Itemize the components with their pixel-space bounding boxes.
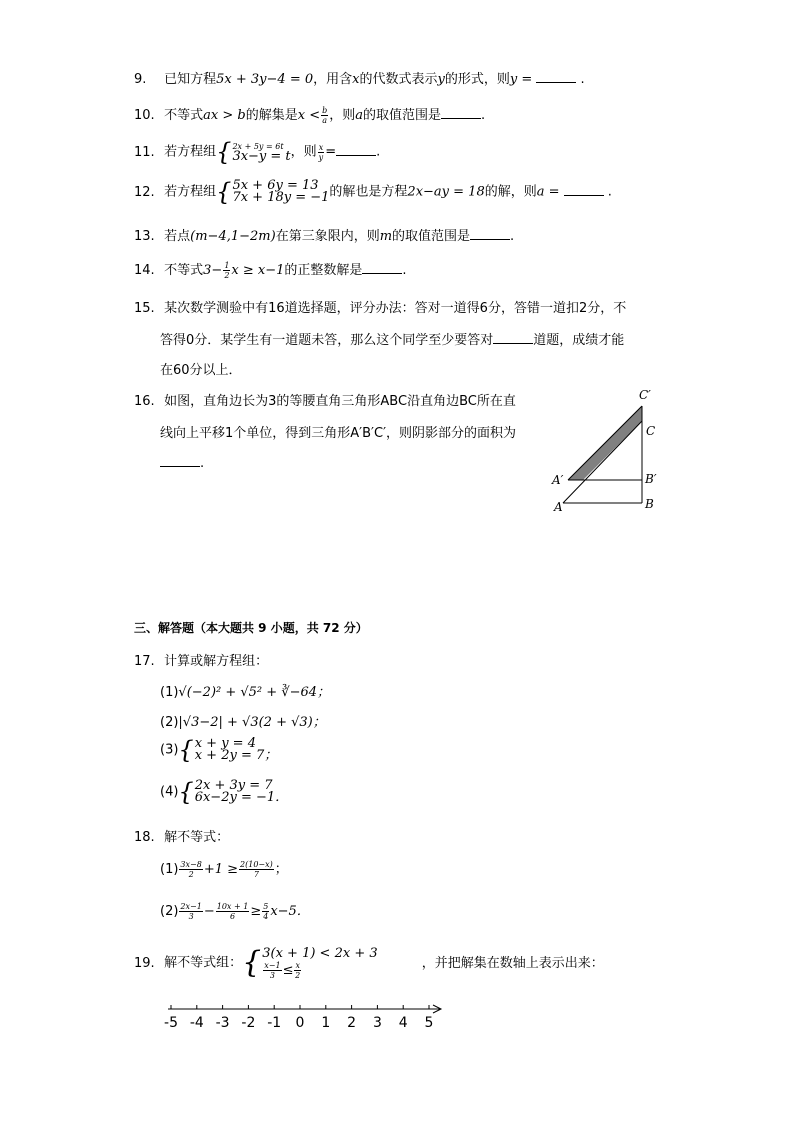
q18-part1 [160, 858, 288, 879]
text: . [200, 456, 205, 471]
tick-label: 2 [347, 1015, 357, 1031]
equation-line: 3x−y = t [232, 148, 291, 164]
text: 的代数式表示 [359, 72, 438, 87]
numerator: 2x−1 [180, 902, 202, 911]
text: 的解，则 [484, 184, 537, 200]
fraction [294, 961, 301, 980]
question-16 [134, 390, 516, 409]
label-c: C [646, 424, 656, 438]
q18-part2 [160, 900, 310, 921]
tick-label: -3 [215, 1015, 230, 1031]
numerator: x [295, 961, 300, 970]
question-12 [134, 180, 612, 204]
question-14 [134, 259, 407, 280]
tick-label: -2 [241, 1015, 256, 1031]
text: . [481, 108, 486, 123]
question-13 [134, 225, 514, 244]
text: 某次数学测验中有16道选择题，评分办法：答对一道得6分，答错一道扣2分，不 [164, 301, 627, 316]
tick-label: -4 [189, 1015, 204, 1031]
text: 解不等式组： [164, 955, 243, 971]
question-15 [134, 297, 626, 316]
tick-label: 1 [321, 1015, 331, 1031]
label-a-prime: A′ [552, 473, 564, 487]
numerator: x [318, 142, 324, 152]
part-label: (4) [160, 784, 179, 800]
answer-blank[interactable] [564, 183, 604, 196]
equation-system [216, 140, 291, 164]
answer-blank[interactable] [336, 143, 376, 156]
text: 道题，成绩才能 [533, 333, 625, 348]
fraction [321, 106, 328, 125]
edge-a-prime-c-prime [568, 406, 642, 480]
inequality-line: 3(x + 1) < 2x + 3 [262, 946, 378, 961]
text: 答得0分．某学生有一道题未答，那么这个同学至少要答对 [160, 333, 494, 348]
question-16-line3 [160, 454, 204, 471]
question-number: 10. [134, 108, 155, 123]
question-number: 9. [134, 72, 147, 87]
fraction [216, 902, 250, 921]
text: 已知方程 [164, 72, 217, 87]
tick-label: 5 [424, 1015, 434, 1031]
question-10 [134, 104, 485, 125]
fraction [179, 860, 202, 879]
expression: − [203, 904, 215, 919]
numerator: 10x + 1 [216, 902, 249, 911]
text: 的正整数解是 [284, 263, 363, 278]
text: 线向上平移1个单位，得到三角形A′B′C′，则阴影部分的面积为 [160, 426, 517, 441]
fraction [223, 261, 230, 280]
equation-line: 7x + 18y = −1 [232, 190, 330, 205]
text: 不等式 [164, 263, 204, 278]
q17-part4 [160, 780, 288, 804]
variable: a [355, 108, 363, 123]
numerator: 1 [224, 261, 230, 270]
denominator: a [322, 116, 328, 125]
label-b-prime: B′ [645, 472, 657, 486]
question-number: 11. [134, 144, 155, 160]
question-number: 17. [134, 654, 155, 669]
answer-blank[interactable] [160, 454, 200, 467]
brace: { [216, 138, 232, 166]
expression: x ≥ x−1 [231, 263, 285, 278]
label-a: A [554, 500, 563, 514]
text: 的解也是方程 [329, 184, 408, 200]
expression: |√3−2| + √3(2 + √3)； [178, 715, 326, 730]
question-number: 13. [134, 229, 155, 244]
text: 若方程组 [164, 184, 217, 200]
question-16-line2 [160, 422, 516, 441]
numerator: 5 [263, 902, 269, 911]
text: = [325, 144, 337, 160]
variable: y = [509, 72, 533, 87]
text: 如图，直角边长为3的等腰直角三角形ABC沿直角边BC所在直 [164, 394, 516, 409]
part-label: (2) [160, 904, 179, 919]
text: 在第三象限内，则 [275, 229, 380, 244]
expression: ≥ [250, 904, 262, 919]
question-number: 16. [134, 394, 155, 409]
denominator: 3 [188, 912, 194, 921]
fraction [318, 143, 325, 162]
tick-label: 4 [398, 1015, 408, 1031]
answer-blank[interactable] [470, 227, 510, 240]
text: ； [274, 862, 288, 877]
brace: { [178, 736, 194, 764]
variable: x < [297, 108, 321, 123]
denominator: 2 [188, 870, 194, 879]
tick-label: -1 [267, 1015, 282, 1031]
equation: 2x−ay = 18 [407, 184, 485, 200]
inequality: ax > b [203, 108, 246, 123]
part-label: (2) [160, 715, 179, 730]
text: . [580, 72, 585, 87]
variable: x [352, 72, 360, 87]
numerator: 3x−8 [180, 860, 202, 869]
question-11 [134, 140, 380, 164]
question-15-line2 [160, 329, 624, 348]
equation-line: 5x + 6y = 13 [232, 178, 319, 193]
numerator: b [322, 106, 328, 115]
text: ≤ [282, 963, 294, 978]
denominator: y [318, 152, 324, 162]
question-9 [134, 68, 585, 87]
denominator: 7 [253, 870, 259, 879]
question-17 [134, 650, 268, 669]
question-number: 18. [134, 830, 155, 845]
fraction [262, 902, 269, 921]
text: . [402, 263, 407, 278]
equation-line: x + y = 4 [194, 736, 256, 751]
q17-part2 [160, 711, 326, 730]
text: 在60分以上． [160, 363, 242, 378]
part-label: (1) [160, 862, 179, 877]
q17-part3 [160, 738, 277, 762]
inequality-line [262, 961, 377, 980]
denominator: 6 [229, 912, 236, 921]
equation-line: x + 2y = 7； [194, 748, 278, 763]
text: ，并把解集在数轴上表示出来： [421, 955, 604, 971]
variable: y [437, 72, 445, 87]
label-c-prime: C′ [639, 388, 651, 402]
fraction [239, 860, 274, 879]
q17-part1 [160, 681, 330, 700]
number-line [150, 998, 450, 1034]
equation-system [178, 738, 277, 762]
variable: a = [536, 184, 560, 200]
denominator: 2 [224, 271, 230, 280]
text: 计算或解方程组： [164, 654, 269, 669]
text: 若方程组 [164, 144, 217, 160]
fraction [263, 961, 281, 980]
brace: { [216, 178, 232, 206]
text: ，则 [290, 144, 317, 160]
denominator: 4 [263, 912, 269, 921]
text: . [607, 184, 612, 200]
text: 的取值范围是 [392, 229, 471, 244]
part-label: (1) [160, 685, 179, 700]
brace: { [178, 778, 194, 806]
text: 的取值范围是 [363, 108, 442, 123]
question-19 [134, 946, 604, 980]
answer-blank[interactable] [441, 106, 481, 119]
answer-blank[interactable] [493, 331, 533, 344]
question-number: 14. [134, 263, 155, 278]
text: ，则 [329, 108, 356, 123]
tick-label: 3 [372, 1015, 382, 1031]
question-18 [134, 826, 229, 845]
question-number: 12. [134, 184, 155, 200]
answer-blank[interactable] [362, 261, 402, 274]
expression: 3− [203, 263, 223, 278]
question-15-line3 [160, 359, 242, 378]
part-label: (3) [160, 742, 179, 758]
numerator: x−1 [264, 961, 281, 970]
tick-label: -5 [164, 1015, 178, 1031]
triangle-figure [548, 385, 668, 515]
inequality-system [242, 946, 377, 980]
point: (m−4,1−2m) [190, 229, 276, 244]
equation-system [216, 180, 329, 204]
expression: √(−2)² + √5² + ∛−64； [178, 685, 331, 700]
variable: m [379, 229, 393, 244]
text: 的形式，则 [444, 72, 510, 87]
label-b: B [645, 497, 654, 511]
text: 不等式 [164, 108, 204, 123]
answer-blank[interactable] [536, 70, 576, 83]
text: 的解集是 [245, 108, 298, 123]
edge-a-c [563, 421, 642, 503]
denominator: 3 [269, 971, 275, 980]
equation-line: 2x + 3y = 7 [194, 778, 273, 793]
equation-system [178, 780, 288, 804]
numerator: 2(10−x) [240, 860, 273, 869]
text: 若点 [164, 229, 191, 244]
question-number: 19. [134, 955, 155, 971]
brace: { [242, 945, 262, 980]
denominator: 2 [295, 971, 301, 980]
text: . [510, 229, 515, 244]
tick-label: 0 [295, 1015, 305, 1031]
equation-line: 2x + 5y = 6t [232, 141, 284, 151]
text: ，用含 [313, 72, 353, 87]
text: 解不等式： [164, 830, 230, 845]
expression: x−5． [270, 904, 310, 919]
text: . [376, 144, 381, 160]
fraction [179, 902, 202, 921]
expression: +1 ≥ [203, 862, 239, 877]
section-header: 三、解答题（本大题共 9 小题，共 72 分） [134, 621, 368, 635]
question-number: 15. [134, 301, 155, 316]
equation: 5x + 3y−4 = 0 [216, 72, 314, 87]
equation-line: 6x−2y = −1． [194, 790, 289, 805]
